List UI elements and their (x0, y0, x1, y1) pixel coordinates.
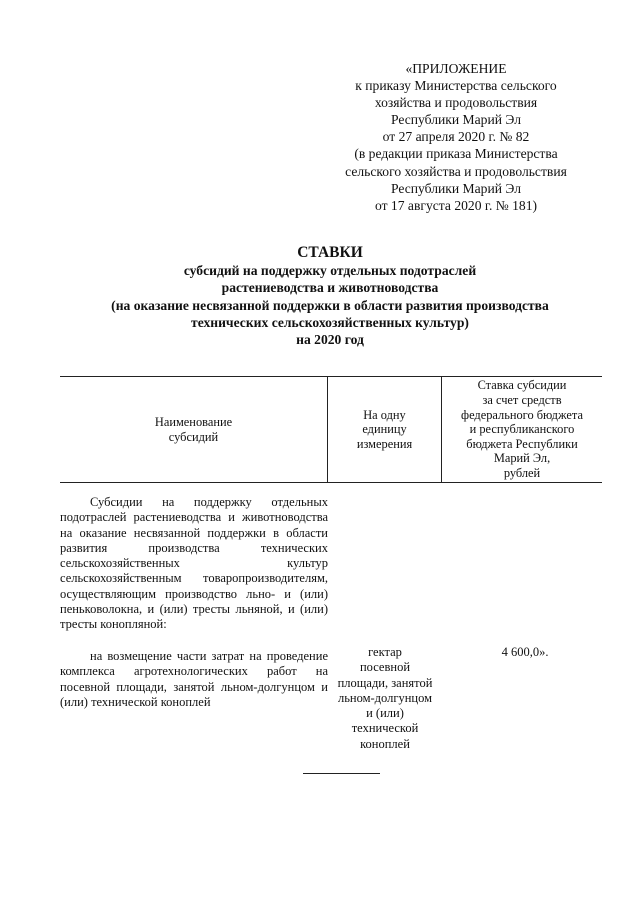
title-line: субсидий на поддержку отдельных подотраслей (183, 263, 477, 279)
title-line: на 2020 год (296, 332, 364, 348)
table-header (60, 376, 602, 483)
appendix-line: сельского хозяйства и продовольствия (345, 163, 567, 179)
title-line: растениеводства и животноводства (221, 280, 439, 296)
appendix-line: от 27 апреля 2020 г. № 82 (382, 129, 530, 145)
end-divider (303, 773, 380, 774)
rates-table (60, 376, 602, 483)
title-line: (на оказание несвязанной поддержки в области развития производства (111, 297, 549, 313)
appendix-line: от 17 августа 2020 г. № 181) (374, 197, 538, 213)
page-title: СТАВКИ (297, 244, 363, 261)
row-rate-cell: 4 600,0». (501, 645, 549, 659)
appendix-line: «ПРИЛОЖЕНИЕ (405, 61, 507, 76)
header-cell-name (60, 377, 327, 482)
title-line: технических сельскохозяйственных культур) (191, 314, 469, 330)
appendix-line: хозяйства и продовольствия (374, 95, 538, 111)
appendix-line: Республики Марий Эл (390, 180, 522, 196)
appendix-line: Республики Марий Эл (390, 112, 522, 128)
row-name-cell: Субсидии на поддержку отдельных подотраслей растениеводства и животноводства на оказание несвязанной поддержки в области развития производства технических сельскохозяйственных культур сельскохозяйственным товаропроизводителям, осуществляющим производство льно- и (или) пеньковолокна, и (или) тресты льняной, и (или) тресты конопляной: (60, 495, 328, 632)
document-title (30, 244, 630, 348)
appendix-line: (в редакции приказа Министерства (354, 146, 558, 162)
header-rate-text: Ставка субсидии за счет средств федерального бюджета и республиканского бюджета Республики Марий Эл, рублей (461, 378, 583, 480)
header-name-text: Наименование субсидий (154, 414, 233, 444)
appendix-header (318, 60, 594, 214)
header-cell-unit (328, 377, 441, 482)
appendix-line: к приказу Министерства сельского (355, 78, 557, 94)
table-row (60, 495, 328, 633)
row-unit-cell: гектар посевной площади, занятой льном-долгунцом и (или) технической коноплей (337, 645, 433, 751)
header-unit-text: На одну единицу измерения (356, 407, 413, 451)
row-name-cell: на возмещение части затрат на проведение комплекса агротехнологических работ на посевной площади, занятой льном-долгунцом и (или) технической коноплей (60, 649, 328, 709)
table-row (60, 649, 328, 710)
header-cell-rate (442, 377, 602, 482)
